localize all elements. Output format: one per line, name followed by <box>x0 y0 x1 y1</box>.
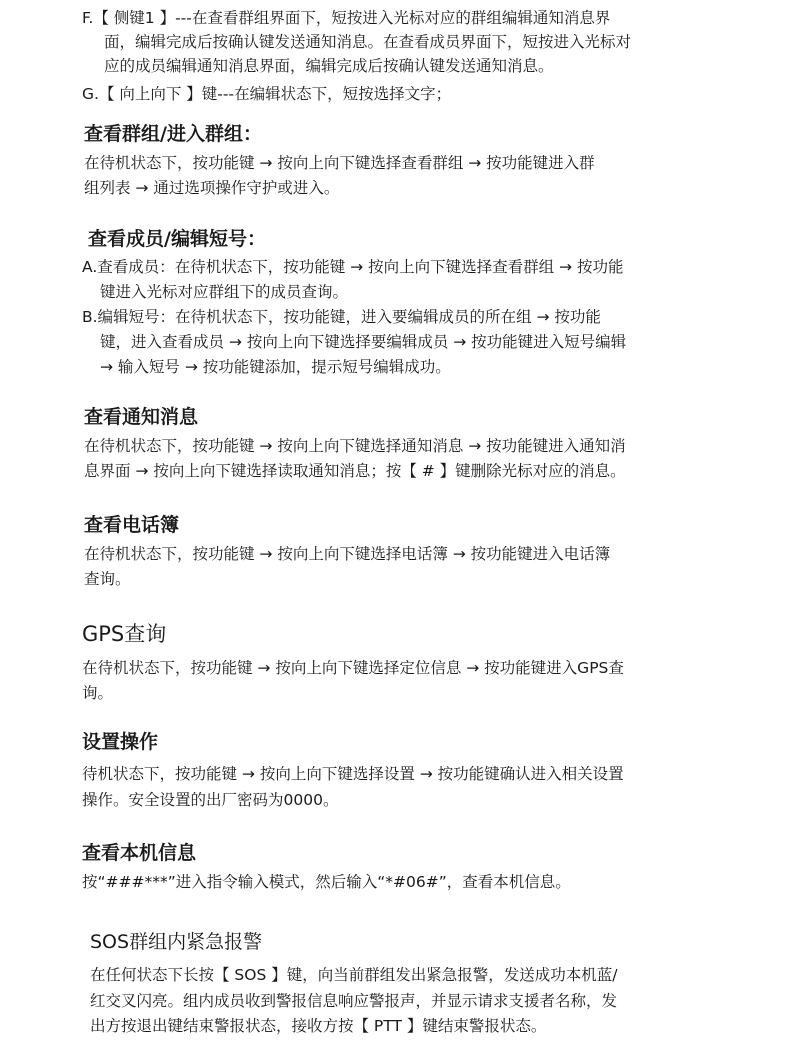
intro-f-line-2: 面，编辑完成后按确认键发送通知消息。在查看成员界面下，短按进入光标对 <box>104 33 632 51</box>
notice-line-2: 息界面 → 按向上向下键选择读取通知消息；按【 # 】键删除光标对应的消息。 <box>84 462 626 480</box>
section-title-gps: GPS查询 <box>82 622 167 646</box>
intro-f-line-3: 应的成员编辑通知消息界面，编辑完成后按确认键发送通知消息。 <box>104 57 554 75</box>
phonebook-line-1: 在待机状态下，按功能键 → 按向上向下键选择电话簿 → 按功能键进入电话簿 <box>84 545 611 563</box>
gps-line-2: 询。 <box>82 684 114 702</box>
section-title-sos: SOS群组内紧急报警 <box>90 931 263 953</box>
section-title-phonebook: 查看电话簿 <box>84 514 180 536</box>
gps-line-1: 在待机状态下，按功能键 → 按向上向下键选择定位信息 → 按功能键进入GPS查 <box>82 659 624 677</box>
notice-line-1: 在待机状态下，按功能键 → 按向上向下键选择通知消息 → 按功能键进入通知消 <box>84 437 626 455</box>
sos-line-3: 出方按退出键结束警报状态，接收方按【 PTT 】键结束警报状态。 <box>90 1017 547 1035</box>
sos-line-1: 在任何状态下长按【 SOS 】键，向当前群组发出紧急报警，发送成功本机蓝/ <box>90 966 618 984</box>
members-a-line-1: A.查看成员：在待机状态下，按功能键 → 按向上向下键选择查看群组 → 按功能 <box>82 258 624 276</box>
sos-line-2: 红交叉闪亮。组内成员收到警报信息响应警报声，并显示请求支援者名称，发 <box>90 992 618 1010</box>
intro-f-line-1: F.【 侧键1 】---在查看群组界面下，短按进入光标对应的群组编辑通知消息界 <box>82 9 611 27</box>
section-title-notice: 查看通知消息 <box>84 406 199 428</box>
info-line-1: 按“###***”进入指令输入模式，然后输入“*#06#”，查看本机信息。 <box>82 873 571 891</box>
section-title-group: 查看群组/进入群组： <box>84 123 262 145</box>
section-title-info: 查看本机信息 <box>82 842 197 864</box>
members-b-line-3: → 输入短号 → 按功能键添加，提示短号编辑成功。 <box>100 358 451 376</box>
group-line-2: 组列表 → 通过选项操作守护或进入。 <box>84 179 340 197</box>
members-b-line-1: B.编辑短号：在待机状态下，按功能键，进入要编辑成员的所在组 → 按功能 <box>82 308 601 326</box>
group-line-1: 在待机状态下，按功能键 → 按向上向下键选择查看群组 → 按功能键进入群 <box>84 154 595 172</box>
phonebook-line-2: 查询。 <box>84 570 131 588</box>
section-title-members: 查看成员/编辑短号： <box>88 228 266 250</box>
members-b-line-2: 键，进入查看成员 → 按向上向下键选择要编辑成员 → 按功能键进入短号编辑 <box>100 333 627 351</box>
settings-line-1: 待机状态下，按功能键 → 按向上向下键选择设置 → 按功能键确认进入相关设置 <box>82 765 624 783</box>
section-title-settings: 设置操作 <box>82 731 159 753</box>
intro-g-line-1: G.【 向上向下 】键---在编辑状态下，短按选择文字； <box>82 85 452 103</box>
settings-line-2: 操作。安全设置的出厂密码为0000。 <box>82 791 339 809</box>
members-a-line-2: 键进入光标对应群组下的成员查询。 <box>100 283 349 301</box>
